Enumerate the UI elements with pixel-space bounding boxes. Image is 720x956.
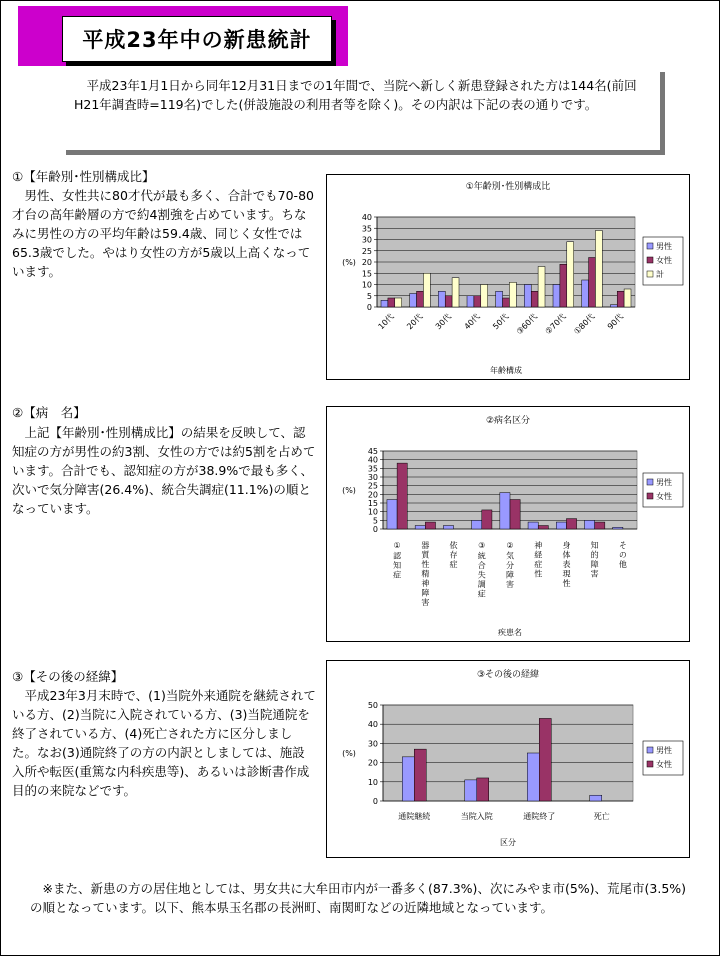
bar-女性-②70代 (560, 264, 567, 307)
y-tick-label: 40 (367, 455, 378, 465)
x-tick-label: ③統合失調症 (477, 541, 487, 599)
bar-女性-30代 (445, 296, 452, 307)
y-tick-label: 5 (366, 291, 372, 301)
x-tick-label: その他 (618, 541, 628, 570)
legend-label: 計 (656, 270, 664, 279)
x-tick-label: 死亡 (593, 812, 610, 821)
x-axis-label: 年齢構成 (490, 366, 522, 375)
intro-box (66, 72, 665, 155)
chart-age-gender (326, 174, 690, 380)
bar-計-20代 (423, 273, 430, 307)
legend-swatch (647, 761, 653, 767)
x-tick-label: 50代 (491, 312, 511, 332)
x-tick-label: ①認知症 (392, 541, 402, 580)
bar-男性-①80代 (582, 280, 589, 307)
bar-男性-器質性精神障害 (415, 526, 425, 529)
bar-女性-器質性精神障害 (425, 522, 435, 529)
bar-計-40代 (481, 285, 488, 308)
bar-男性-③60代 (524, 285, 531, 308)
x-tick-label: 知的障害 (590, 541, 600, 579)
x-tick-label: 通院継続 (398, 812, 431, 821)
bar-男性-身体表現性 (556, 522, 566, 529)
bar-計-90代 (624, 289, 631, 307)
legend-swatch (647, 271, 653, 277)
bar-女性-身体表現性 (566, 519, 576, 529)
bar-女性-①認知症 (397, 463, 407, 529)
x-tick-label: 器質性精神障害 (420, 541, 430, 608)
section-2-body: 上記【年齢別･性別構成比】の結果を反映して、認知症の方が男性の約3割、女性の方では約5割を占めています。合計でも、認知症の方が38.9%で最も多く、次いで気分障害(26.4%)、統合失調症(11.1%)の順となっています。 (12, 425, 316, 516)
bar-男性-②気分障害 (500, 493, 510, 529)
bar-女性-通院終了 (539, 718, 551, 801)
bar-男性-死亡 (590, 795, 602, 801)
y-tick-label: 25 (361, 246, 372, 256)
section-2-heading: ②【病 名】 (12, 405, 86, 420)
section-1-heading: ①【年齢別･性別構成比】 (12, 169, 155, 184)
chart-diagnosis (326, 406, 690, 642)
x-tick-label: ②気分障害 (505, 541, 515, 590)
chart-title: ②病名区分 (485, 416, 531, 426)
bar-男性-神経症性 (528, 522, 538, 529)
bar-男性-通院継続 (402, 757, 414, 801)
legend-swatch (647, 243, 653, 249)
y-tick-label: 15 (361, 269, 372, 279)
y-axis-label: (%) (342, 749, 356, 758)
x-tick-label: 依存症 (449, 541, 459, 570)
chart-title: ③その後の経緯 (476, 670, 540, 680)
y-tick-label: 10 (367, 777, 378, 787)
x-tick-label: 神経症性 (533, 541, 543, 579)
y-tick-label: 0 (372, 525, 378, 534)
y-tick-label: 20 (361, 258, 372, 267)
bar-計-②70代 (567, 242, 574, 307)
bar-女性-当院入院 (477, 778, 489, 801)
legend-label: 女性 (656, 760, 672, 769)
chart-title: ①年齢別･性別構成比 (465, 182, 551, 192)
bar-女性-10代 (388, 298, 395, 307)
y-tick-label: 5 (372, 516, 378, 526)
bar-男性-依存症 (443, 526, 453, 529)
bar-男性-③統合失調症 (472, 520, 482, 529)
y-tick-label: 0 (372, 797, 378, 806)
bar-男性-90代 (610, 305, 617, 307)
bar-計-③60代 (538, 267, 545, 308)
x-tick-label: ③60代 (514, 312, 540, 337)
bar-男性-50代 (496, 291, 503, 307)
legend-swatch (647, 493, 653, 499)
y-axis-label: (%) (342, 486, 356, 495)
x-axis-label: 疾患名 (498, 628, 522, 637)
x-tick-label: 身体表現性 (561, 541, 571, 589)
y-tick-label: 25 (367, 481, 378, 491)
y-tick-label: 10 (361, 280, 372, 290)
legend-label: 男性 (656, 746, 672, 755)
x-tick-label: 当院入院 (460, 812, 493, 821)
x-tick-label: 90代 (605, 312, 626, 332)
bar-男性-40代 (467, 296, 474, 307)
bar-男性-知的障害 (585, 520, 595, 529)
y-tick-label: 30 (367, 473, 378, 482)
x-axis-label: 区分 (500, 838, 516, 847)
bar-女性-20代 (417, 291, 424, 307)
y-tick-label: 30 (361, 235, 372, 245)
bar-計-10代 (395, 298, 402, 307)
bar-女性-通院継続 (414, 749, 426, 801)
y-tick-label: 35 (367, 464, 378, 474)
x-tick-label: 30代 (433, 312, 454, 332)
y-tick-label: 0 (366, 303, 372, 312)
section-3-heading: ③【その後の経緯】 (12, 669, 124, 684)
x-tick-label: 20代 (405, 312, 425, 332)
bar-男性-30代 (438, 291, 445, 307)
footer-note: ※また、新患の方の居住地としては、男女共に大牟田市内が一番多く(87.3%)、次にみやま市(5%)、荒尾市(3.5%)の順となっています。以下、熊本県玉名郡の長洲町、南関町などの近隣地域となっています。 (30, 881, 687, 915)
y-tick-label: 40 (361, 213, 372, 222)
x-tick-label: 10代 (376, 312, 396, 332)
chart-svg (327, 661, 689, 857)
bar-男性-その他 (613, 527, 623, 529)
y-tick-label: 35 (361, 224, 372, 234)
y-axis-label: (%) (342, 258, 356, 267)
y-tick-label: 20 (367, 490, 378, 500)
x-tick-label: 40代 (462, 312, 482, 332)
page-title: 平成23年中の新患統計 (62, 16, 332, 62)
chart-svg (327, 407, 689, 641)
legend-swatch (647, 479, 653, 485)
y-tick-label: 40 (367, 720, 378, 730)
bar-女性-40代 (474, 296, 481, 307)
bar-男性-10代 (381, 300, 388, 307)
y-tick-label: 30 (367, 739, 378, 749)
legend-label: 女性 (656, 492, 672, 501)
chart-svg (327, 175, 689, 379)
y-tick-label: 15 (367, 499, 378, 508)
bar-男性-②70代 (553, 285, 560, 308)
bar-計-①80代 (595, 231, 602, 308)
bar-女性-90代 (617, 291, 624, 307)
y-tick-label: 10 (367, 507, 378, 517)
bar-女性-①80代 (589, 258, 596, 308)
y-tick-label: 20 (367, 758, 378, 768)
bar-計-50代 (509, 282, 516, 307)
legend-label: 男性 (656, 242, 672, 251)
x-tick-label: ②70代 (543, 312, 568, 337)
y-tick-label: 45 (367, 447, 378, 456)
bar-女性-③60代 (531, 291, 538, 307)
section-3-body: 平成23年3月末時で、(1)当院外来通院を継続されている方、(2)当院に入院されている方、(3)当院通院を終了されている方、(4)死亡された方に区分しました。なお(3)通院終了の方の内訳としましては、施設入所や転医(重篤な内科疾患等)、あるいは診断書作成目的の来院などです。 (12, 688, 316, 798)
y-tick-label: 50 (367, 701, 378, 710)
x-tick-label: 通院終了 (523, 812, 556, 821)
intro-text: 平成23年1月1日から同年12月31日までの1年間で、当院へ新しく新患登録された方は144名(前回H21年調査時=119名)でした(併設施設の利用者等を除く)。その内訳は下記の表の通りです。 (74, 78, 637, 112)
bar-女性-②気分障害 (510, 500, 520, 529)
bar-女性-神経症性 (538, 526, 548, 529)
bar-計-30代 (452, 278, 459, 307)
bar-男性-20代 (410, 294, 417, 308)
legend-label: 男性 (656, 478, 672, 487)
bar-女性-③統合失調症 (482, 510, 492, 529)
bar-女性-知的障害 (595, 522, 605, 529)
legend-label: 女性 (656, 256, 672, 265)
bar-男性-通院終了 (527, 753, 539, 801)
bar-男性-当院入院 (465, 780, 477, 801)
section-1-body: 男性、女性共に80才代が最も多く、合計でも70-80才台の高年齢層の方で約4割強を占めています。ちなみに男性の方の平均年齢は59.4歳、同じく女性では65.3歳でした。やはり女性の方が5歳以上高くなっています。 (12, 188, 314, 279)
bar-女性-50代 (503, 298, 510, 307)
bar-男性-①認知症 (387, 500, 397, 529)
legend-swatch (647, 747, 653, 753)
chart-outcome (326, 660, 690, 858)
x-tick-label: ①80代 (572, 312, 597, 337)
legend-swatch (647, 257, 653, 263)
